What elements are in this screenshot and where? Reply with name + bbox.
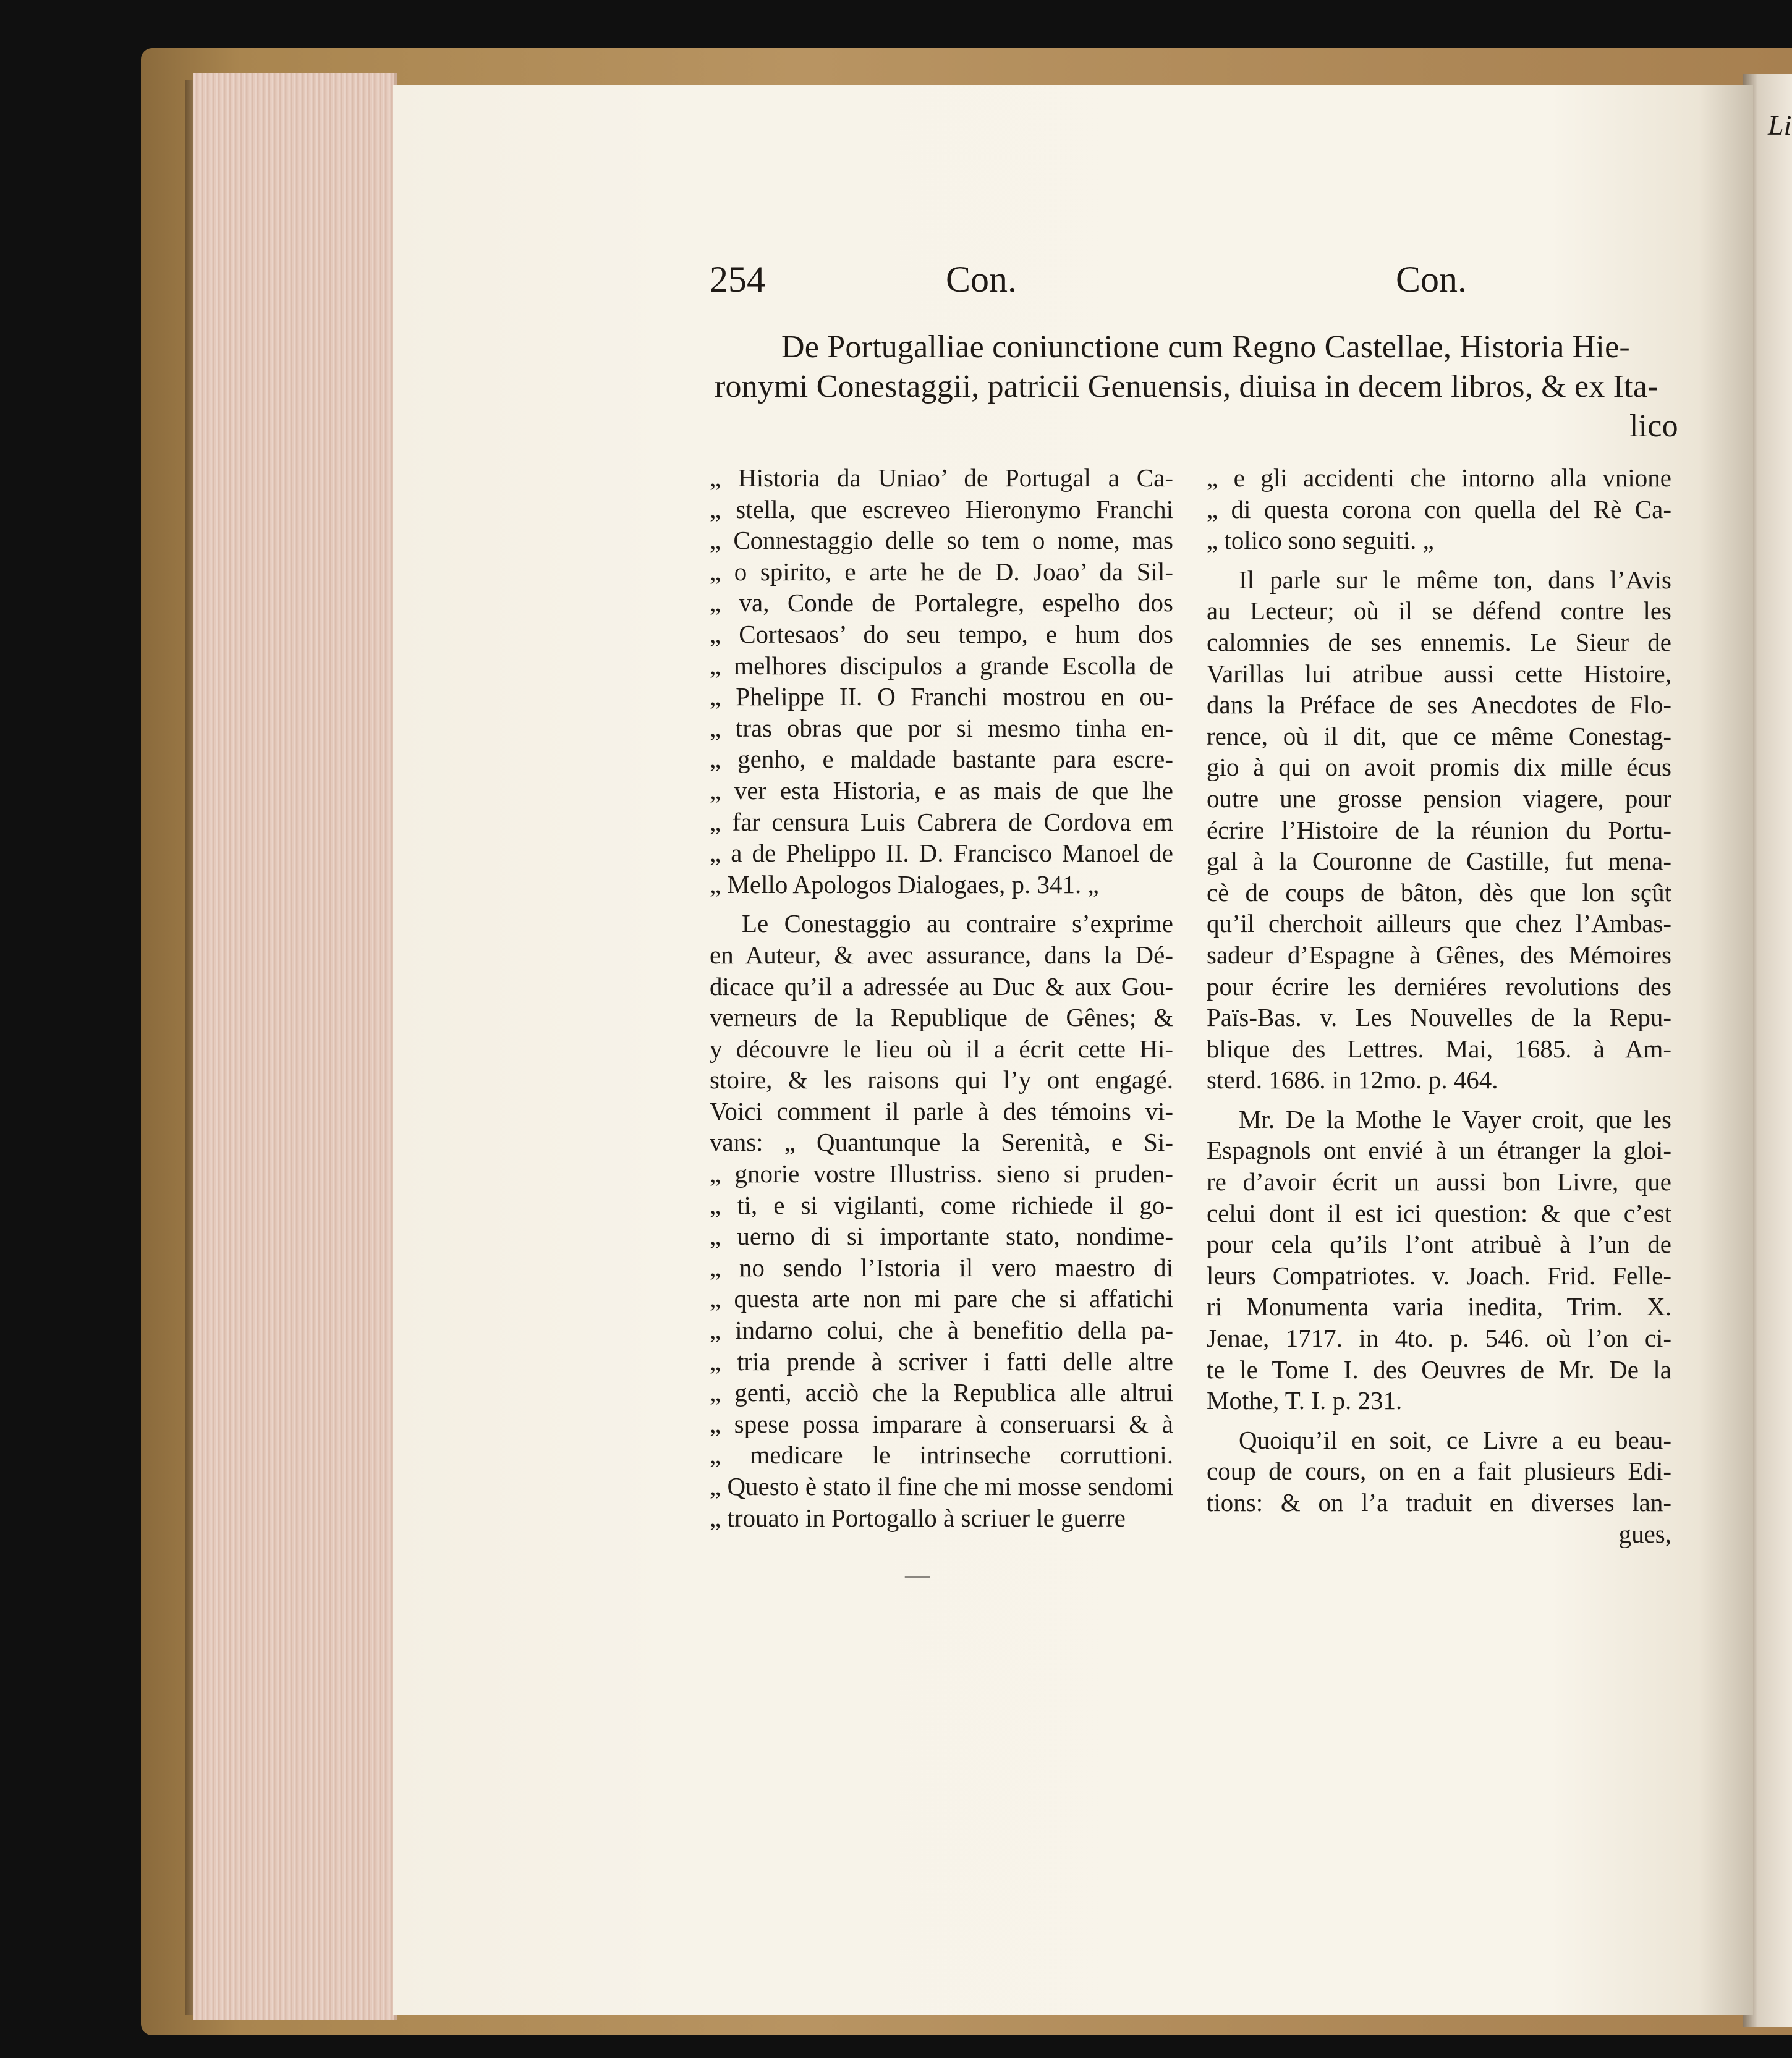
paragraph-gap <box>1207 556 1671 564</box>
text-line: „ Phelippe II. O Franchi mostrou en ou- <box>710 682 1173 711</box>
text-line: celui dont il est ici question: & que c’est <box>1207 1198 1671 1227</box>
entry-title-line-1: De Portugalliae coniunctione cum Regno Castellae, Historia Hie- <box>781 329 1630 365</box>
text-line: „ Questo è stato il fine che mi mosse sendomi <box>710 1472 1174 1501</box>
text-line: „ Cortesaos’ do seu tempo, e hum dos <box>710 619 1173 648</box>
text-line: te le Tome I. des Oeuvres de Mr. De la <box>1207 1355 1671 1384</box>
text-line: „ o spirito, e arte he de D. Joao’ da Sil- <box>710 557 1173 586</box>
text-line: „ trouato in Portogallo à scriuer le guerre <box>710 1503 1126 1532</box>
text-line: outre une grosse pension viagere, pour <box>1207 784 1671 813</box>
text-line: verneurs de la Republique de Gênes; & <box>710 1003 1173 1032</box>
text-line: dicace qu’il a adressée au Duc & aux Gou- <box>710 972 1173 1001</box>
text-line: gues, <box>1618 1519 1671 1548</box>
text-line: Varillas lui atribue aussi cette Histoire, <box>1207 659 1671 688</box>
text-line: Le Conestaggio au contraire s’exprime <box>742 909 1173 938</box>
text-line: „ Mello Apologos Dialogaes, p. 341. „ <box>710 870 1099 899</box>
text-line: „ genho, e maldade bastante para escre- <box>710 745 1173 774</box>
text-line: „ Connestaggio delle so tem o nome, mas <box>710 526 1173 555</box>
text-line: „ medicare le intrinseche corruttioni. <box>710 1441 1173 1470</box>
entry-title-line-3: lico <box>1629 409 1678 444</box>
text-line: „ tolico sono seguiti. „ <box>1207 526 1434 555</box>
page-stack-edge <box>193 73 397 2020</box>
facing-page-fragment: Li <box>1768 109 1792 141</box>
left-text-column <box>710 462 1173 1533</box>
text-line: vans: „ Quantunque la Serenità, e Si- <box>710 1128 1173 1157</box>
text-line: „ no sendo l’Istoria il vero maestro di <box>710 1253 1173 1282</box>
text-line: „ va, Conde de Portalegre, espelho dos <box>710 588 1173 617</box>
text-line: pour cela qu’ils l’ont atribuè à l’un de <box>1207 1230 1671 1259</box>
text-line: écrire l’Histoire de la réunion du Portu- <box>1207 815 1671 844</box>
paragraph-gap <box>1207 1096 1671 1104</box>
text-line: ri Monumenta varia inedita, Trim. X. <box>1207 1292 1671 1321</box>
text-line: Mothe, T. I. p. 231. <box>1207 1386 1403 1415</box>
text-line: „ melhores discipulos a grande Escolla de <box>710 651 1173 680</box>
text-line: „ gnorie vostre Illustriss. sieno si pruden- <box>710 1159 1173 1188</box>
text-line: Voici comment il parle à des témoins vi- <box>710 1096 1173 1125</box>
text-line: „ ver esta Historia, e as mais de que lhe <box>710 776 1173 805</box>
text-line: „ e gli accidenti che intorno alla vnione <box>1207 464 1671 492</box>
page-rule: — <box>905 1560 930 1588</box>
text-line: „ genti, acciò che la Republica alle altrui <box>710 1378 1173 1407</box>
text-line: Espagnols ont envié à un étranger la gloi- <box>1207 1136 1671 1165</box>
text-line: stoire, & les raisons qui l’y ont engagé. <box>710 1065 1173 1095</box>
text-line: „ di questa corona con quella del Rè Ca- <box>1207 494 1671 523</box>
text-line: „ far censura Luis Cabrera de Cordova em <box>710 807 1173 836</box>
text-line: „ indarno colui, che à benefitio della pa- <box>710 1316 1173 1345</box>
text-line: cè de coups de bâton, dès que lon sçût <box>1207 878 1671 907</box>
text-line: gal à la Couronne de Castille, fut mena- <box>1207 847 1671 876</box>
text-line: „ tria prende à scriver i fatti delle altre <box>710 1347 1173 1376</box>
text-line: y découvre le lieu où il a écrit cette Hi- <box>710 1034 1173 1063</box>
text-line: gio à qui on avoit promis dix mille écus <box>1207 753 1671 782</box>
text-line: pour écrire les derniéres revolutions des <box>1207 972 1671 1001</box>
text-line: calomnies de ses ennemis. Le Sieur de <box>1207 627 1671 656</box>
text-line: Païs-Bas. v. Les Nouvelles de la Repu- <box>1207 1003 1671 1032</box>
text-line: leurs Compatriotes. v. Joach. Frid. Felle- <box>1207 1261 1671 1290</box>
text-line: „ questa arte non mi pare che si affatichi <box>710 1284 1173 1313</box>
text-line: Mr. De la Mothe le Vayer croit, que les <box>1239 1104 1671 1133</box>
page-number: 254 <box>710 259 765 300</box>
text-line: blique des Lettres. Mai, 1685. à Am- <box>1207 1034 1671 1063</box>
text-line: Il parle sur le même ton, dans l’Avis <box>1239 565 1671 594</box>
text-line: „ tras obras que por si mesmo tinha en- <box>710 713 1173 742</box>
text-line: Quoiqu’il en soit, ce Livre a eu beau- <box>1239 1425 1671 1454</box>
text-line: coup de cours, on en a fait plusieurs Edi- <box>1207 1457 1671 1486</box>
text-line: „ ti, e si vigilanti, come richiede il go- <box>710 1190 1173 1219</box>
text-line: Jenae, 1717. in 4to. p. 546. où l’on ci- <box>1207 1324 1671 1353</box>
right-text-column <box>1207 462 1671 1549</box>
paragraph-gap <box>710 900 1173 908</box>
text-line: en Auteur, & avec assurance, dans la Dé- <box>710 940 1173 969</box>
text-line: sterd. 1686. in 12mo. p. 464. <box>1207 1065 1498 1095</box>
text-line: „ Historia da Uniao’ de Portugal a Ca- <box>710 464 1173 492</box>
running-head-left: Con. <box>946 259 1017 300</box>
text-line: sadeur d’Espagne à Gênes, des Mémoires <box>1207 940 1671 969</box>
text-line: dans la Préface de ses Anecdotes de Flo- <box>1207 690 1671 719</box>
running-head-right: Con. <box>1396 259 1467 300</box>
text-line: „ stella, que escreveo Hieronymo Franchi <box>710 494 1173 523</box>
text-line: qu’il cherchoit ailleurs que chez l’Ambas- <box>1207 909 1671 938</box>
text-line: tions: & on l’a traduit en diverses lan- <box>1207 1488 1671 1517</box>
text-line: „ uerno di si importante stato, nondime- <box>710 1222 1173 1251</box>
text-line: „ spese possa imparare à conseruarsi & à <box>710 1409 1173 1438</box>
text-line: au Lecteur; où il se défend contre les <box>1207 596 1671 625</box>
entry-title-line-2: ronymi Conestaggii, patricii Genuensis, diuisa in decem libros, & ex Ita- <box>715 369 1658 404</box>
paragraph-gap <box>1207 1416 1671 1425</box>
text-line: rence, où il dit, que ce même Conestag- <box>1207 721 1671 750</box>
text-line: „ a de Phelippo II. D. Francisco Manoel de <box>710 839 1173 868</box>
text-line: re d’avoir écrit un aussi bon Livre, que <box>1207 1167 1671 1196</box>
